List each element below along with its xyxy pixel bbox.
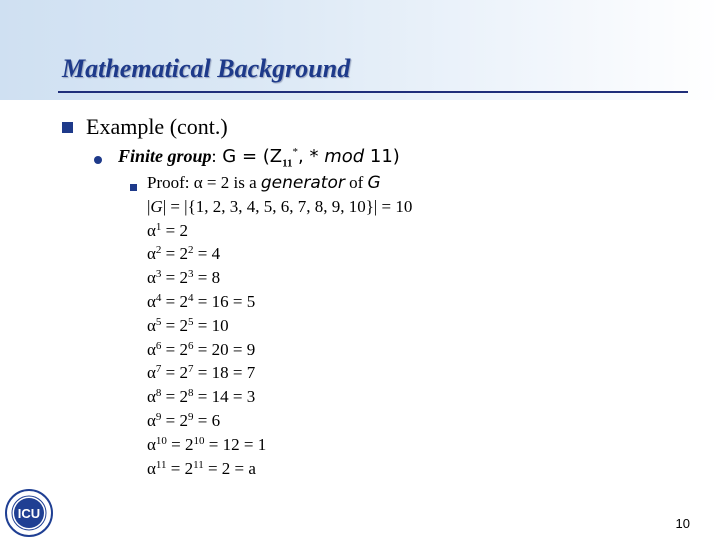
power-equals: = 2: [166, 434, 194, 454]
power-result: = 10: [193, 315, 229, 335]
proof-generator-word: generator: [260, 173, 345, 193]
mod-word: mod: [324, 146, 365, 167]
logo-text: ICU: [17, 506, 41, 521]
group-order-symbol: G: [150, 196, 163, 216]
bullet-example: Example (cont.): [86, 114, 228, 139]
alpha-exponent: 1: [155, 220, 162, 233]
proof-line: [147, 171, 412, 195]
power-equals: = 2: [161, 387, 189, 407]
group-order-line: |G| = |{1, 2, 3, 4, 5, 6, 7, 8, 9, 10}| = 10: [147, 196, 413, 216]
power-result: = 2 = a: [203, 458, 256, 478]
power-line: $\alpha^7 = 2^7 = 18 = 7$: [147, 363, 256, 383]
two-exponent: 5: [188, 315, 194, 328]
power-line: $\alpha^3 = 2^3 = 8$: [147, 268, 221, 288]
two-exponent: 3: [188, 268, 194, 281]
z-subscript: 11: [282, 157, 293, 170]
header-band: [0, 0, 720, 100]
power-result: = 16 = 5: [193, 291, 256, 311]
proof-start: Proof: α = 2 is a: [147, 173, 261, 192]
power-line: $\alpha^8 = 2^8 = 14 = 3$: [147, 387, 256, 407]
alpha-exponent: 6: [155, 339, 162, 352]
power-result: = 8: [193, 268, 221, 288]
group-expression-start: G = (Z: [216, 146, 283, 167]
power-line: $\alpha^9 = 2^9 = 6$: [147, 410, 221, 430]
power-equals: = 2: [161, 244, 189, 264]
colon: :: [211, 146, 217, 166]
alpha-exponent: 5: [155, 315, 162, 328]
power-result: = 4: [193, 244, 221, 264]
two-exponent: 9: [188, 410, 194, 423]
power-equals: = 2: [161, 339, 189, 359]
power-equals: = 2: [161, 315, 189, 335]
alpha-exponent: 8: [155, 387, 162, 400]
power-line: $\alpha^{11} = 2^{11} = 2 = a$: [147, 458, 256, 478]
power-equals: = 2: [161, 363, 189, 383]
power-result: = 6: [193, 410, 221, 430]
alpha-exponent: 2: [155, 244, 162, 257]
title-underline: [58, 91, 688, 93]
power-equals: = 2: [161, 291, 189, 311]
proof-group-symbol: G: [367, 173, 381, 193]
power-result: = 18 = 7: [193, 363, 256, 383]
power-equals: = 2: [166, 458, 194, 478]
group-order-rest: | = |{1, 2, 3, 4, 5, 6, 7, 8, 9, 10}| = 10: [162, 196, 413, 216]
power-result: = 20 = 9: [193, 339, 256, 359]
power-equals: = 2: [161, 410, 189, 430]
square-bullet-icon: [62, 122, 73, 133]
group-expression-mid: , *: [298, 146, 325, 167]
alpha-exponent: 10: [155, 434, 167, 447]
slide-title: Mathematical Background: [62, 54, 351, 83]
power-line: $\alpha^{10} = 2^{10} = 12 = 1$: [147, 434, 267, 454]
alpha-exponent: 4: [155, 291, 162, 304]
power-line: $\alpha^4 = 2^4 = 16 = 5$: [147, 291, 256, 311]
power-result: = 12 = 1: [204, 434, 267, 454]
finite-group-term: Finite group: [118, 146, 212, 166]
two-exponent: 6: [188, 339, 194, 352]
power-line: $\alpha^6 = 2^6 = 20 = 9$: [147, 339, 256, 359]
two-exponent: 8: [188, 387, 194, 400]
two-exponent: 7: [188, 363, 194, 376]
two-exponent: 10: [193, 434, 205, 447]
proof-block: [147, 171, 412, 480]
round-bullet-icon: [94, 156, 102, 164]
power-line: $\alpha^1 = 2$: [147, 220, 189, 240]
page-number: 10: [675, 516, 690, 531]
z-superscript: *: [292, 146, 299, 158]
two-exponent: 11: [193, 458, 204, 471]
bullet-finite-group: [118, 146, 400, 170]
alpha-exponent: 9: [155, 410, 162, 423]
alpha-exponent: 3: [155, 268, 162, 281]
power-line: $\alpha^5 = 2^5 = 10$: [147, 315, 229, 335]
power-result: = 14 = 3: [193, 387, 256, 407]
power-line: $\alpha^2 = 2^2 = 4$: [147, 244, 221, 264]
alpha-exponent: 7: [155, 363, 162, 376]
two-exponent: 2: [188, 244, 194, 257]
small-square-bullet-icon: [130, 184, 137, 191]
group-expression-end: 11): [364, 146, 400, 167]
proof-of: of: [344, 173, 368, 192]
alpha-exponent: 11: [155, 458, 167, 471]
power-equals: = 2: [161, 268, 189, 288]
icu-logo-icon: [4, 488, 54, 538]
power-equals: = 2: [161, 220, 189, 240]
two-exponent: 4: [188, 291, 194, 304]
